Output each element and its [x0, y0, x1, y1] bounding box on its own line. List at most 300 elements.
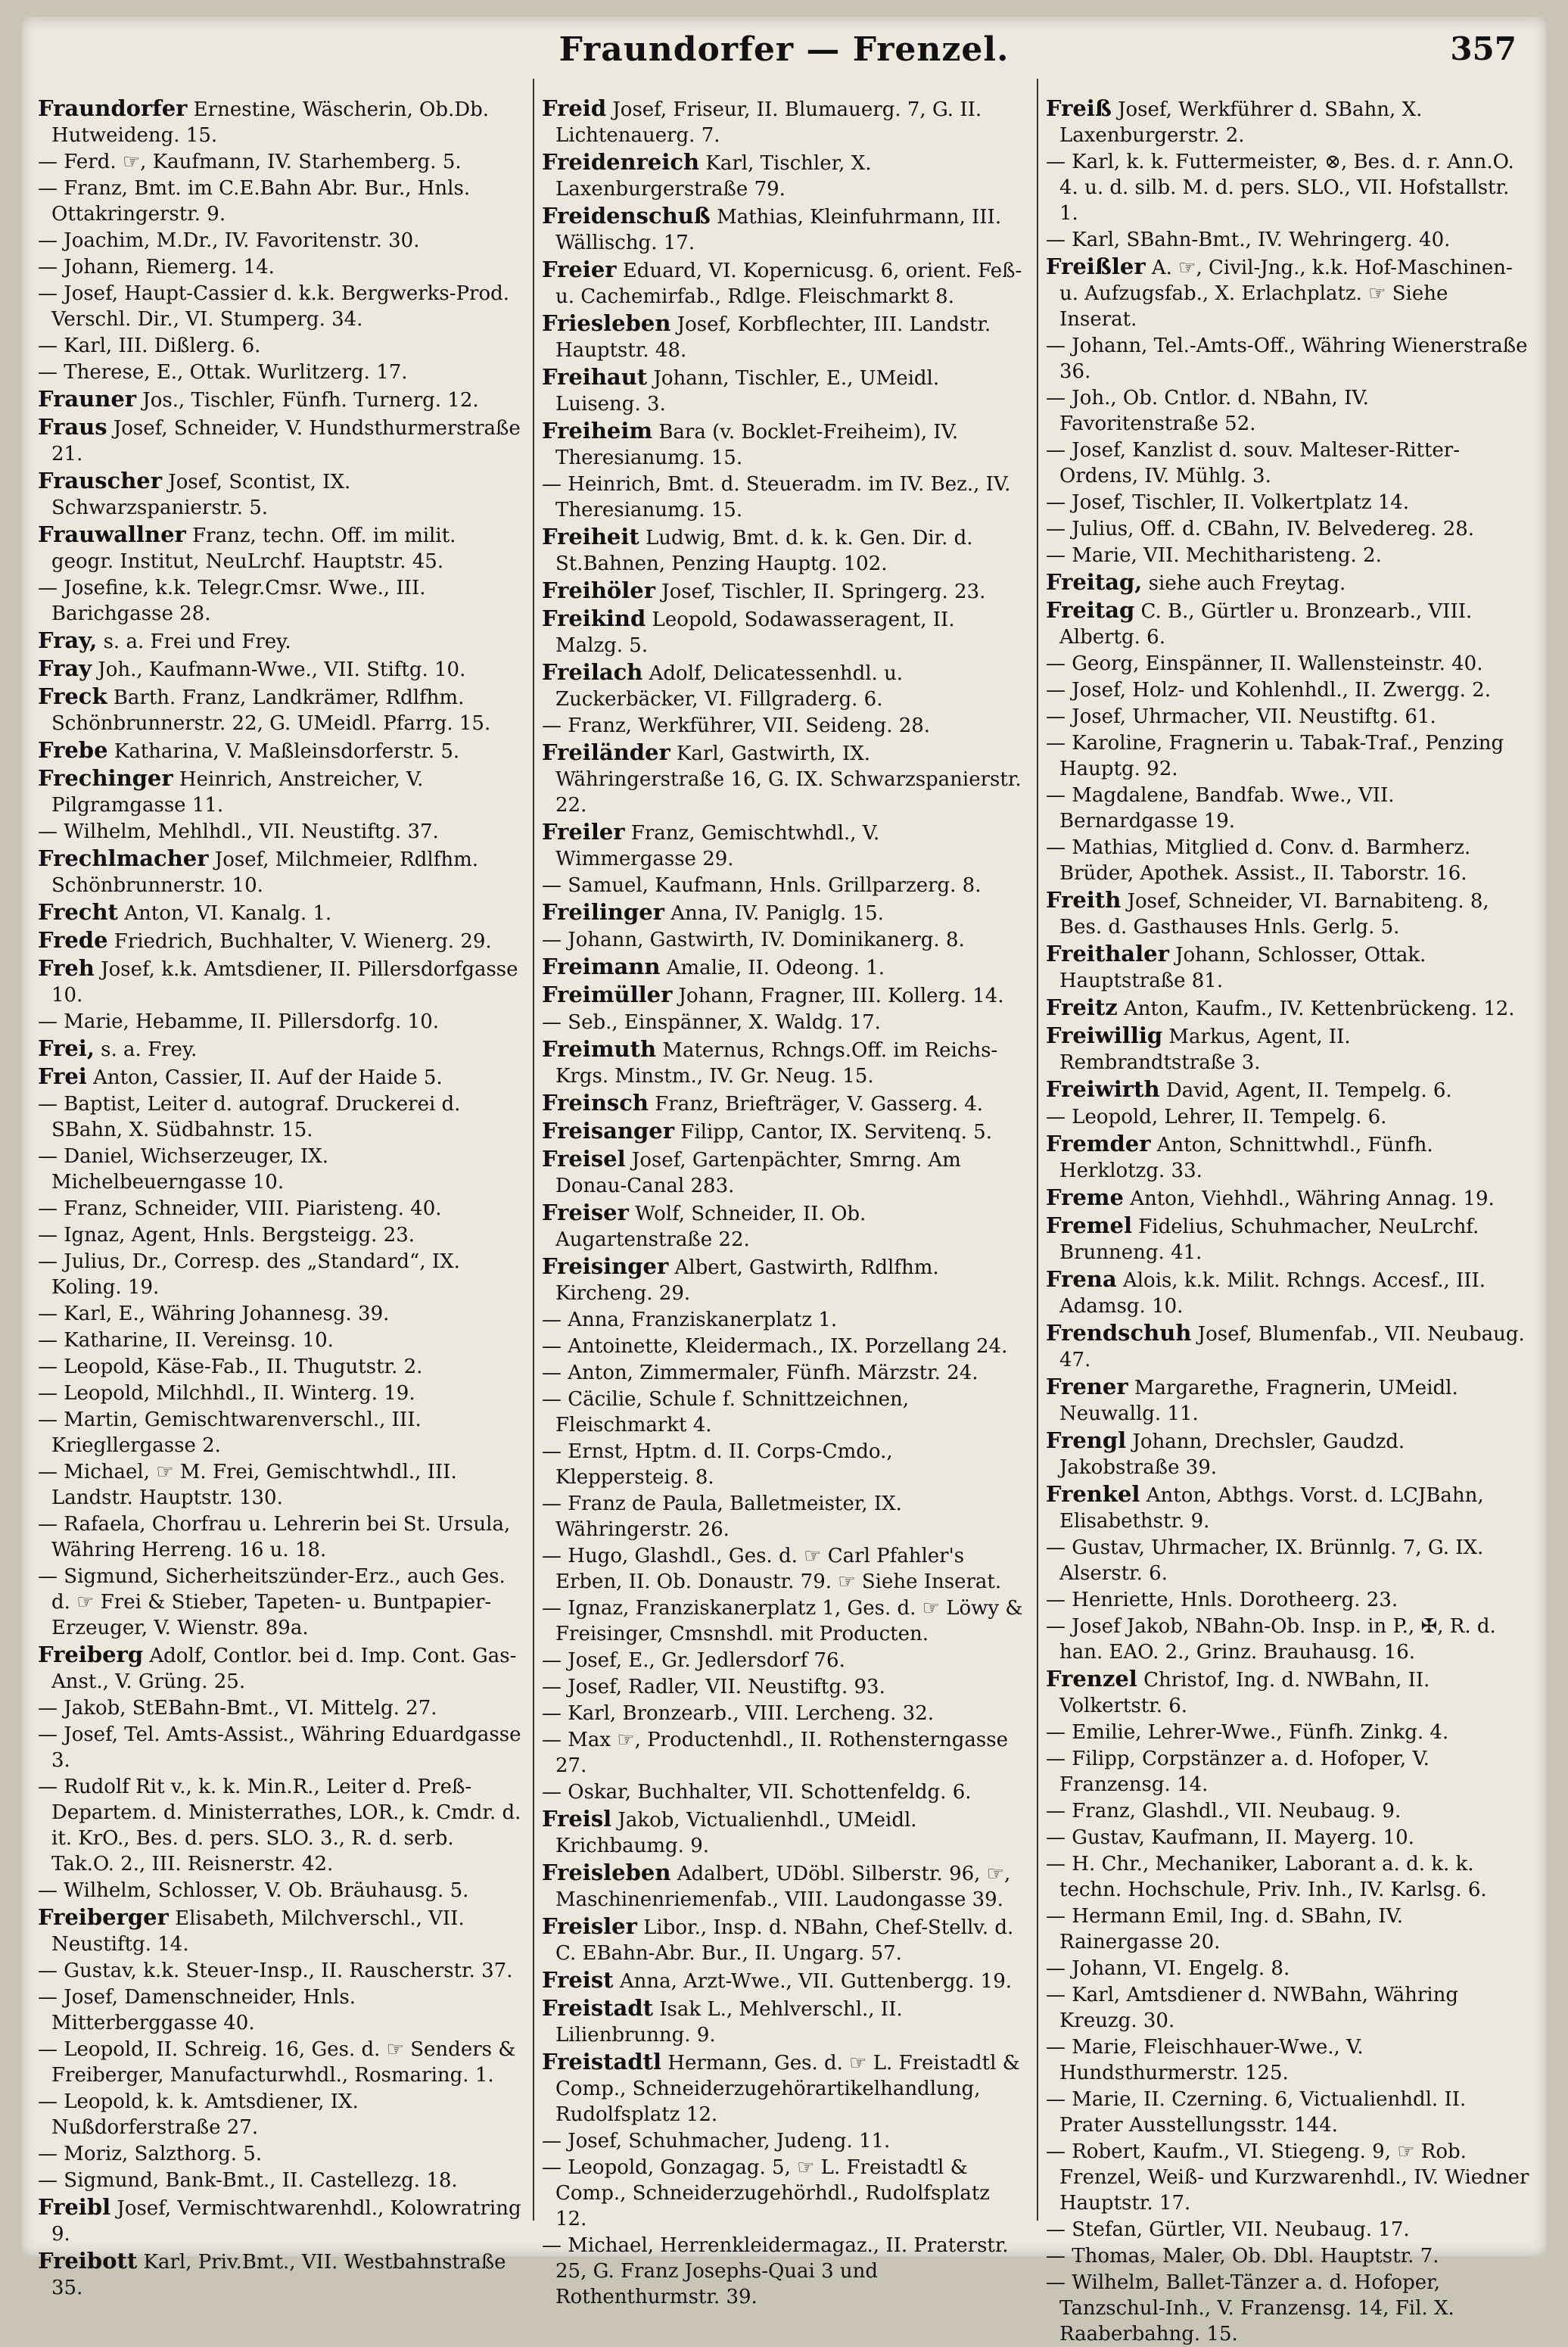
entry-details: Adolf, Contlor. bei d. Imp. Cont. Gas-Anst., V. Grüng. 25. [51, 1645, 517, 1693]
directory-entry [38, 683, 522, 736]
entry-details: — Franz, Glashdl., VII. Neubaug. 9. [1046, 1800, 1402, 1823]
running-title: Fraundorfer — Frenzel. [558, 30, 1010, 69]
directory-entry [38, 899, 522, 926]
entry-details: — Anton, Zimmermaler, Fünfh. Märzstr. 24. [542, 1362, 978, 1384]
entry-details: — Josef, Holz- und Kohlenhdl., II. Zwergg. 2. [1046, 679, 1491, 702]
entry-details: Johann, Tischler, E., UMeidl. Luiseng. 3. [555, 367, 940, 416]
directory-entry [1046, 1104, 1530, 1130]
entry-details: — Wilhelm, Ballet-Tänzer a. d. Hofoper, Tanzschul-Inh., V. Franzensg. 14, Fil. X. Raaberbahng. 15. [1046, 2271, 1454, 2345]
entry-surname: Frecht [38, 899, 118, 925]
entry-details: — Stefan, Gürtler, VII. Neubaug. 17. [1046, 2218, 1410, 2241]
entry-details: Wolf, Schneider, II. Ob. Augartenstraße 22. [555, 1203, 866, 1251]
directory-entry [542, 1360, 1026, 1386]
directory-entry [1046, 1825, 1530, 1851]
directory-entry [38, 2089, 522, 2140]
entry-details: — Karl, Bronzearb., VIII. Lercheng. 32. [542, 1702, 935, 1725]
directory-entry [38, 1144, 522, 1195]
entry-details: Jos., Tischler, Fünfh. Turnerg. 12. [136, 389, 479, 412]
entry-details: — Max ☞, Productenhdl., II. Rothensterngasse 27. [542, 1729, 1008, 1777]
entry-details: — Leopold, II. Schreig. 16, Ges. d. ☞ Senders & Freiberger, Manufacturwhdl., Rosmaring. 1. [38, 2038, 516, 2087]
entry-details: — Johann, Riemerg. 14. [38, 256, 275, 279]
directory-entry [542, 739, 1026, 818]
entry-details: Franz, Gemischtwhdl., V. Wimmergasse 29. [555, 822, 880, 870]
directory-entry [38, 1984, 522, 2036]
directory-entry [1046, 490, 1530, 515]
entry-surname: Frede [38, 927, 108, 953]
entry-details: Maternus, Rchngs.Off. im Reichs-Krgs. Minstm., IV. Gr. Neug. 15. [555, 1039, 998, 1088]
entry-details: — Robert, Kaufm., VI. Stiegeng. 9, ☞ Rob. Frenzel, Weiß- und Kurzwarenhdl., IV. Wiedner Hauptstr. 17. [1046, 2140, 1529, 2215]
directory-entry [1046, 1956, 1530, 1981]
directory-entry [38, 2037, 522, 2088]
directory-entry [542, 2155, 1026, 2232]
directory-entry [542, 1727, 1026, 1779]
directory-entry [1046, 1720, 1530, 1745]
entry-details: Mathias, Kleinfuhrmann, III. Wällischg. 17. [555, 206, 1002, 254]
directory-entry [1046, 1903, 1530, 1955]
entry-details: — Karl, III. Dißlerg. 6. [38, 335, 261, 357]
directory-entry [1046, 1535, 1530, 1586]
entry-details: Johann, Fragner, III. Kollerg. 14. [672, 985, 1004, 1007]
directory-entry [38, 386, 522, 413]
directory-entry [38, 254, 522, 280]
entry-surname: Freimüller [542, 982, 673, 1007]
entry-surname: Frengl [1046, 1427, 1127, 1453]
entry-surname: Freisl [542, 1806, 612, 1832]
entry-details: Isak L., Mehlverschl., II. Lilienbrunng. 9. [555, 1998, 903, 2047]
directory-entry [38, 1354, 522, 1380]
entry-details: — Franz de Paula, Balletmeister, IX. Währingerstr. 26. [542, 1493, 902, 1541]
entry-details: — Leopold, Milchhdl., II. Winterg. 19. [38, 1382, 415, 1405]
directory-entry [542, 203, 1026, 256]
entry-surname: Fremder [1046, 1131, 1151, 1156]
entry-details: — Baptist, Leiter d. autograf. Druckerei d. SBahn, X. Südbahnstr. 15. [38, 1093, 461, 1141]
entry-surname: Freinsch [542, 1090, 649, 1116]
entry-details: — Hermann Emil, Ing. d. SBahn, IV. Rainergasse 20. [1046, 1905, 1404, 1953]
directory-entry [1046, 597, 1530, 650]
directory-entry [1046, 1427, 1530, 1480]
entry-details: — Filipp, Corpstänzer a. d. Hofoper, V. Franzensg. 14. [1046, 1748, 1430, 1796]
entry-details: Anna, IV. Paniglg. 15. [664, 902, 884, 925]
entry-surname: Freihaut [542, 364, 648, 390]
directory-entry [542, 257, 1026, 310]
directory-entry [1046, 516, 1530, 542]
directory-entry [38, 765, 522, 818]
directory-entry [1046, 1184, 1530, 1212]
directory-entry [38, 1009, 522, 1035]
directory-entry [1046, 730, 1530, 782]
entry-details: Josef, Tischler, II. Springerg. 23. [655, 581, 986, 603]
entry-details: A. ☞, Civil-Jng., k.k. Hof-Maschinen- u. Aufzugsfab., X. Erlachplatz. ☞ Siehe Inserat. [1059, 257, 1513, 331]
directory-entry [38, 1249, 522, 1300]
entry-details: Josef, Schneider, V. Hundsthurmerstraße 21. [51, 417, 521, 465]
entry-details: — Rudolf Rit v., k. k. Min.R., Leiter d. Preß-Departem. d. Ministerrathes, LOR., k. Cmdr. d. it. KrO., Bes. d. pers. SLO. 3., R. d. serb. Tak.O. 2., III. Reisnerstr. 42. [38, 1776, 521, 1875]
directory-entry [38, 1196, 522, 1222]
entry-surname: Freißler [1046, 254, 1146, 279]
directory-entry [38, 1642, 522, 1695]
entry-details: — Franz, Werkführer, VII. Seideng. 28. [542, 714, 931, 737]
entry-surname: Freiwillig [1046, 1023, 1163, 1048]
entry-details: — Oskar, Buchhalter, VII. Schottenfeldg. 6. [542, 1781, 972, 1804]
directory-entry [38, 333, 522, 359]
entry-surname: Frendschuh [1046, 1320, 1192, 1346]
entry-surname: Freilinger [542, 899, 664, 925]
entry-details: — Johann, Tel.-Amts-Off., Währing Wienerstraße 36. [1046, 335, 1528, 383]
directory-entry [542, 1334, 1026, 1359]
entry-details: — Franz, Bmt. im C.E.Bahn Abr. Bur., Hnls. Ottakringerstr. 9. [38, 177, 471, 226]
directory-entry [38, 1328, 522, 1353]
directory-entry [1046, 1666, 1530, 1719]
directory-entry [38, 1904, 522, 1957]
entry-details: Anton, Abthgs. Vorst. d. LCJBahn, Elisabethstr. 9. [1059, 1484, 1484, 1533]
entry-details: — Hugo, Glashdl., Ges. d. ☞ Carl Pfahler's Erben, II. Ob. Donaustr. 79. ☞ Siehe Inserat. [542, 1545, 1002, 1593]
directory-entry [1046, 1023, 1530, 1075]
directory-entry [542, 605, 1026, 658]
entry-details: Johann, Schlosser, Ottak. Hauptstraße 81. [1059, 944, 1426, 992]
directory-entry [1046, 1614, 1530, 1665]
entry-surname: Freihöler [542, 577, 655, 603]
entry-surname: Frebe [38, 737, 108, 763]
directory-entry [542, 1146, 1026, 1199]
entry-details: — Martin, Gemischtwarenverschl., III. Kriegllergasse 2. [38, 1409, 422, 1457]
directory-entry [38, 1063, 522, 1091]
directory-entry [38, 819, 522, 845]
entry-surname: Freibott [38, 2248, 138, 2274]
page-header [21, 30, 1547, 83]
directory-entry [542, 819, 1026, 872]
entry-details: — Leopold, Lehrer, II. Tempelg. 6. [1046, 1106, 1387, 1128]
directory-entry [38, 1301, 522, 1327]
directory-entry [38, 2168, 522, 2193]
entry-details: — Thomas, Maler, Ob. Dbl. Hauptstr. 7. [1046, 2245, 1439, 2268]
entry-surname: Frechinger [38, 765, 173, 791]
directory-entry [542, 1200, 1026, 1253]
entry-details: — Josef, Haupt-Cassier d. k.k. Bergwerks-Prod. Verschl. Dir., VI. Stumperg. 34. [38, 282, 510, 331]
entry-details: Josef, Blumenfab., VII. Neubaug. 47. [1059, 1323, 1525, 1371]
entry-details: — Marie, Fleischhauer-Wwe., V. Hundsthurmerstr. 125. [1046, 2036, 1364, 2084]
directory-entry [542, 954, 1026, 981]
directory-entry [542, 2128, 1026, 2154]
entry-details: — Josef, Tel. Amts-Assist., Währing Eduardgasse 3. [38, 1723, 521, 1772]
entry-details: — Moriz, Salzthorg. 5. [38, 2143, 263, 2165]
entry-details: — Katharine, II. Vereinsg. 10. [38, 1329, 334, 1352]
directory-entry [38, 655, 522, 683]
entry-surname: Frena [1046, 1266, 1117, 1292]
directory-entry [1046, 995, 1530, 1022]
entry-surname: Frenzel [1046, 1666, 1137, 1692]
entry-details: — Karl, SBahn-Bmt., IV. Wehringerg. 40. [1046, 229, 1451, 251]
directory-entry [542, 1307, 1026, 1333]
directory-entry [38, 228, 522, 254]
entry-surname: Freibl [38, 2194, 111, 2220]
entry-surname: Friesleben [542, 310, 671, 336]
entry-surname: Freiser [542, 1200, 629, 1225]
entry-details: — Wilhelm, Mehlhdl., VII. Neustiftg. 37. [38, 820, 439, 843]
entry-details: — Josef, Kanzlist d. souv. Malteser-Ritter-Ordens, IV. Mühlg. 3. [1046, 439, 1461, 487]
entry-details: — Magdalene, Bandfab. Wwe., VII. Bernardgasse 19. [1046, 784, 1395, 833]
entry-details: Amalie, II. Odeong. 1. [660, 957, 885, 979]
entry-details: Libor., Insp. d. NBahn, Chef-Stellv. d. C. EBahn-Abr. Bur., II. Ungarg. 57. [555, 1916, 1014, 1965]
directory-entry [542, 1779, 1026, 1805]
directory-entry [38, 627, 522, 655]
entry-details: — Josef, Radler, VII. Neustiftg. 93. [542, 1676, 885, 1698]
directory-entry [38, 1222, 522, 1248]
directory-entry [542, 2049, 1026, 2128]
directory-entry [38, 281, 522, 332]
directory-entry [38, 1380, 522, 1406]
entry-details: — Josefine, k.k. Telegr.Cmsr. Wwe., III. Barichgasse 28. [38, 577, 426, 625]
entry-details: — Ignaz, Agent, Hnls. Bergsteigg. 23. [38, 1224, 415, 1247]
directory-entry [542, 713, 1026, 739]
entry-details: — Antoinette, Kleidermach., IX. Porzellang 24. [542, 1335, 1008, 1358]
directory-entry [1046, 1320, 1530, 1373]
directory-entry [38, 360, 522, 385]
directory-entry [1046, 1374, 1530, 1427]
directory-entry [38, 1958, 522, 1984]
entry-surname: Freidenschuß [542, 203, 711, 229]
directory-entry [542, 982, 1026, 1009]
entry-details: Adalbert, UDöbl. Silberstr. 96, ☞, Maschinenriemenfab., VIII. Laudongasse 39. [555, 1863, 1011, 1911]
entry-surname: Freimann [542, 954, 661, 979]
directory-entry [1046, 1851, 1530, 1903]
entry-surname: Freck [38, 683, 107, 709]
entry-surname: Freiwirth [1046, 1076, 1160, 1102]
directory-entry [1046, 2243, 1530, 2269]
entry-details: s. a. Frey. [94, 1038, 198, 1061]
entry-surname: Fraundorfer [38, 95, 188, 121]
directory-entry [542, 1387, 1026, 1438]
directory-entry [542, 1118, 1026, 1145]
entry-details: — Josef, Uhrmacher, VII. Neustiftg. 61. [1046, 705, 1436, 728]
entry-details: Margarethe, Fragnerin, UMeidl. Neuwallg. 11. [1059, 1377, 1458, 1425]
directory-entry [1046, 887, 1530, 940]
entry-details: Karl, Tischler, X. Laxenburgerstraße 79. [555, 152, 872, 201]
directory-entry [542, 1995, 1026, 2048]
entry-details: — Joh., Ob. Cntlor. d. NBahn, IV. Favoritenstraße 52. [1046, 387, 1369, 435]
directory-entry [1046, 437, 1530, 489]
directory-entry [1046, 227, 1530, 253]
entry-details: — H. Chr., Mechaniker, Laborant a. d. k. k. techn. Hochschule, Priv. Inh., IV. Karlsg. 6. [1046, 1853, 1487, 1901]
columns [38, 95, 1530, 2345]
entry-details: — Georg, Einspänner, II. Wallensteinstr. 40. [1046, 652, 1483, 675]
entry-surname: Freithaler [1046, 941, 1169, 967]
entry-surname: Freiheim [542, 418, 653, 444]
entry-details: Karl, Gastwirth, IX. Währingerstraße 16, G. IX. Schwarzspanierstr. 22. [555, 742, 1022, 817]
entry-details: Katharina, V. Maßleinsdorferstr. 5. [107, 740, 460, 763]
directory-entry [542, 659, 1026, 712]
directory-entry [1046, 704, 1530, 730]
entry-details: — Heinrich, Bmt. d. Steueradm. im IV. Bez., IV. Theresianumg. 15. [542, 473, 1011, 521]
directory-entry [38, 1878, 522, 1903]
directory-entry [1046, 2139, 1530, 2216]
directory-entry [38, 414, 522, 467]
directory-entry [38, 2141, 522, 2167]
directory-entry [1046, 2217, 1530, 2243]
directory-entry [1046, 2087, 1530, 2138]
entry-surname: Freitag [1046, 597, 1135, 623]
entry-details: Jakob, Victualienhdl., UMeidl. Krichbaumg. 9. [555, 1809, 917, 1857]
entry-surname: Freimuth [542, 1036, 657, 1062]
directory-entry [542, 899, 1026, 926]
directory-entry [1046, 1982, 1530, 2034]
entry-details: Josef, Milchmeier, Rdlfhm. Schönbrunnerstr. 10. [51, 848, 479, 897]
entry-details: — Josef, E., Gr. Jedlersdorf 76. [542, 1649, 845, 1672]
entry-details: — Rafaela, Chorfrau u. Lehrerin bei St. Ursula, Währing Herreng. 16 u. 18. [38, 1513, 511, 1561]
directory-entry [1046, 149, 1530, 226]
directory-entry [38, 1407, 522, 1458]
directory-entry [1046, 783, 1530, 834]
entry-surname: Frenkel [1046, 1481, 1140, 1507]
directory-entry [38, 1774, 522, 1877]
directory-entry [542, 1439, 1026, 1490]
entry-details: — Wilhelm, Schlosser, V. Ob. Bräuhausg. 5. [38, 1879, 469, 1902]
directory-entry [38, 176, 522, 227]
directory-entry [542, 1860, 1026, 1913]
entry-details: — Marie, Hebamme, II. Pillersdorfg. 10. [38, 1010, 440, 1033]
entry-surname: Freidenreich [542, 149, 700, 175]
entry-details: David, Agent, II. Tempelg. 6. [1159, 1079, 1452, 1102]
entry-surname: Fraus [38, 414, 107, 440]
entry-details: — Anna, Franziskanerplatz 1. [542, 1309, 838, 1331]
directory-entry [38, 1035, 522, 1063]
directory-entry [1046, 2270, 1530, 2347]
entry-surname: Frechlmacher [38, 845, 209, 871]
entry-surname: Freier [542, 257, 617, 282]
entry-surname: Freisel [542, 1146, 626, 1172]
entry-surname: Freme [1046, 1184, 1124, 1210]
directory-entry [1046, 835, 1530, 886]
entry-surname: Frauner [38, 386, 137, 412]
entry-details: Franz, techn. Off. im milit. geogr. Institut, NeuLrchf. Hauptstr. 45. [51, 524, 456, 573]
entry-details: Leopold, Sodawasseragent, II. Malzg. 5. [555, 609, 955, 657]
entry-details: Franz, Briefträger, V. Gasserg. 4. [648, 1093, 984, 1116]
entry-surname: Frauwallner [38, 521, 186, 547]
entry-details: — Joachim, M.Dr., IV. Favoritenstr. 30. [38, 229, 420, 252]
entry-details: Josef, Gartenpächter, Smrng. Am Donau-Canal 283. [555, 1149, 961, 1197]
entry-surname: Freisleben [542, 1860, 671, 1885]
column-3 [1046, 95, 1530, 2345]
entry-details: Josef, Vermischtwarenhdl., Kolowratring 9. [51, 2197, 521, 2246]
entry-details: — Johann, VI. Engelg. 8. [1046, 1957, 1290, 1980]
directory-entry [542, 1967, 1026, 1994]
entry-surname: Fray [38, 655, 92, 681]
entry-details: Josef, Friseur, II. Blumauerg. 7, G. II. Lichtenauerg. 7. [555, 98, 982, 147]
directory-entry [1046, 1587, 1530, 1613]
entry-details: — Karl, Amtsdiener d. NWBahn, Währing Kreuzg. 30. [1046, 1984, 1458, 2032]
directory-entry [542, 1036, 1026, 1089]
directory-entry [38, 1091, 522, 1143]
entry-details: Barth. Franz, Landkrämer, Rdlfhm. Schönbrunnerstr. 22, G. UMeidl. Pfarrg. 15. [51, 686, 491, 735]
entry-surname: Freh [38, 955, 95, 981]
entry-details: Anna, Arzt-Wwe., VII. Guttenbergg. 19. [613, 1970, 1013, 1993]
directory-entry [38, 95, 522, 148]
directory-entry [1046, 1746, 1530, 1798]
directory-entry [542, 1543, 1026, 1595]
entry-details: C. B., Gürtler u. Bronzearb., VIII. Albertg. 6. [1059, 600, 1473, 649]
entry-surname: Freiberg [38, 1642, 144, 1667]
entry-details: — Josef, Tischler, II. Volkertplatz 14. [1046, 491, 1410, 514]
entry-details: — Cäcilie, Schule f. Schnittzeichnen, Fleischmarkt 4. [542, 1388, 910, 1437]
entry-details: — Marie, II. Czerning. 6, Victualienhdl. II. Prater Ausstellungsstr. 144. [1046, 2088, 1467, 2137]
entry-details: — Franz, Schneider, VIII. Piaristeng. 40. [38, 1197, 442, 1220]
directory-entry [38, 845, 522, 898]
entry-details: — Ferd. ☞, Kaufmann, IV. Starhemberg. 5. [38, 151, 462, 173]
entry-surname: Freisinger [542, 1253, 669, 1279]
directory-entry [1046, 543, 1530, 568]
directory-entry [542, 577, 1026, 605]
entry-details: — Mathias, Mitglied d. Conv. d. Barmherz. Brüder, Apothek. Assist., II. Taborstr. 16. [1046, 836, 1471, 885]
entry-surname: Freikind [542, 605, 646, 631]
entry-surname: Frauscher [38, 468, 163, 493]
entry-details: — Karoline, Fragnerin u. Tabak-Traf., Penzing Hauptg. 92. [1046, 732, 1504, 780]
entry-details: — Ignaz, Franziskanerplatz 1, Ges. d. ☞ Löwy & Freisinger, Cmsnshdl. mit Producten. [542, 1597, 1023, 1645]
entry-details: — Julius, Dr., Corresp. des „Standard“, IX. Koling. 19. [38, 1250, 460, 1299]
directory-entry [542, 2233, 1026, 2310]
entry-details: Elisabeth, Milchverschl., VII. Neustiftg. 14. [51, 1907, 465, 1956]
directory-entry [542, 310, 1026, 363]
directory-entry [1046, 1131, 1530, 1184]
entry-details: Alois, k.k. Milit. Rchngs. Accesf., III. Adamsg. 10. [1059, 1269, 1486, 1318]
directory-entry [38, 575, 522, 627]
entry-details: — Sigmund, Bank-Bmt., II. Castellezg. 18. [38, 2169, 458, 2192]
entry-details: — Michael, ☞ M. Frei, Gemischtwhdl., III. Landstr. Hauptstr. 130. [38, 1461, 457, 1509]
entry-surname: Freistadtl [542, 2049, 662, 2075]
entry-surname: Freiländer [542, 739, 670, 765]
entry-details: Josef, Werkführer d. SBahn, X. Laxenburgerstr. 2. [1059, 98, 1423, 147]
entry-details: — Leopold, k. k. Amtsdiener, IX. Nußdorferstraße 27. [38, 2090, 359, 2139]
entry-surname: Freiberger [38, 1904, 169, 1930]
directory-entry [38, 1695, 522, 1721]
directory-entry [1046, 1266, 1530, 1319]
entry-details: — Seb., Einspänner, X. Waldg. 17. [542, 1011, 881, 1034]
directory-entry [542, 149, 1026, 202]
entry-details: Markus, Agent, II. Rembrandtstraße 3. [1059, 1026, 1351, 1074]
entry-details: — Jakob, StEBahn-Bmt., VI. Mittelg. 27. [38, 1697, 437, 1720]
directory-entry [1046, 1076, 1530, 1103]
entry-details: — Karl, E., Währing Johannesg. 39. [38, 1303, 390, 1325]
directory-entry [1046, 2034, 1530, 2086]
entry-details: — Gustav, k.k. Steuer-Insp., II. Rauscherstr. 37. [38, 1959, 513, 1982]
directory-entry [542, 1648, 1026, 1673]
entry-details: Adolf, Delicatessenhdl. u. Zuckerbäcker, VI. Fillgraderg. 6. [555, 662, 904, 711]
entry-details: — Leopold, Käse-Fab., II. Thugutstr. 2. [38, 1356, 423, 1378]
entry-details: — Michael, Herrenkleidermagaz., II. Praterstr. 25, G. Franz Josephs-Quai 3 und Rothenthurmstr. 39. [542, 2234, 1009, 2308]
entry-surname: Frei [38, 1063, 87, 1089]
directory-entry [542, 1090, 1026, 1117]
entry-surname: Freisler [542, 1913, 637, 1939]
directory-entry [1046, 941, 1530, 994]
directory-entry [38, 2248, 522, 2301]
entry-details: Anton, Viehhdl., Währing Annag. 19. [1123, 1188, 1495, 1210]
entry-details: — Sigmund, Sicherheitszünder-Erz., auch Ges. d. ☞ Frei & Stieber, Tapeten- u. Buntpapier-Erzeuger, V. Wienstr. 89a. [38, 1565, 506, 1639]
entry-details: Filipp, Cantor, IX. Servitenq. 5. [674, 1121, 992, 1144]
directory-entry [1046, 95, 1530, 148]
directory-entry [1046, 569, 1530, 596]
entry-details: — Therese, E., Ottak. Wurlitzerg. 17. [38, 361, 408, 384]
directory-entry [542, 1491, 1026, 1542]
entry-details: Josef, k.k. Amtsdiener, II. Pillersdorfgasse 10. [51, 958, 518, 1007]
entry-details: Johann, Drechsler, Gaudzd. Jakobstraße 39. [1059, 1430, 1405, 1479]
entry-details: s. a. Frei und Frey. [97, 630, 291, 653]
directory-entry [1046, 1481, 1530, 1534]
directory-entry [542, 364, 1026, 417]
entry-details: Bara (v. Bocklet-Freiheim), IV. Theresianumg. 15. [555, 421, 959, 469]
entry-details: Ludwig, Bmt. d. k. k. Gen. Dir. d. St.Bahnen, Penzing Hauptg. 102. [555, 527, 973, 575]
entry-details: — Julius, Off. d. CBahn, IV. Belvedereg. 28. [1046, 518, 1475, 540]
entry-details: — Gustav, Uhrmacher, IX. Brünnlg. 7, G. IX. Alserstr. 6. [1046, 1536, 1484, 1585]
directory-entry [542, 1674, 1026, 1700]
entry-details: Anton, Schnittwhdl., Fünfh. Herklotzg. 33. [1059, 1134, 1433, 1182]
entry-details: Anton, Kaufm., IV. Kettenbrückeng. 12. [1117, 998, 1515, 1020]
